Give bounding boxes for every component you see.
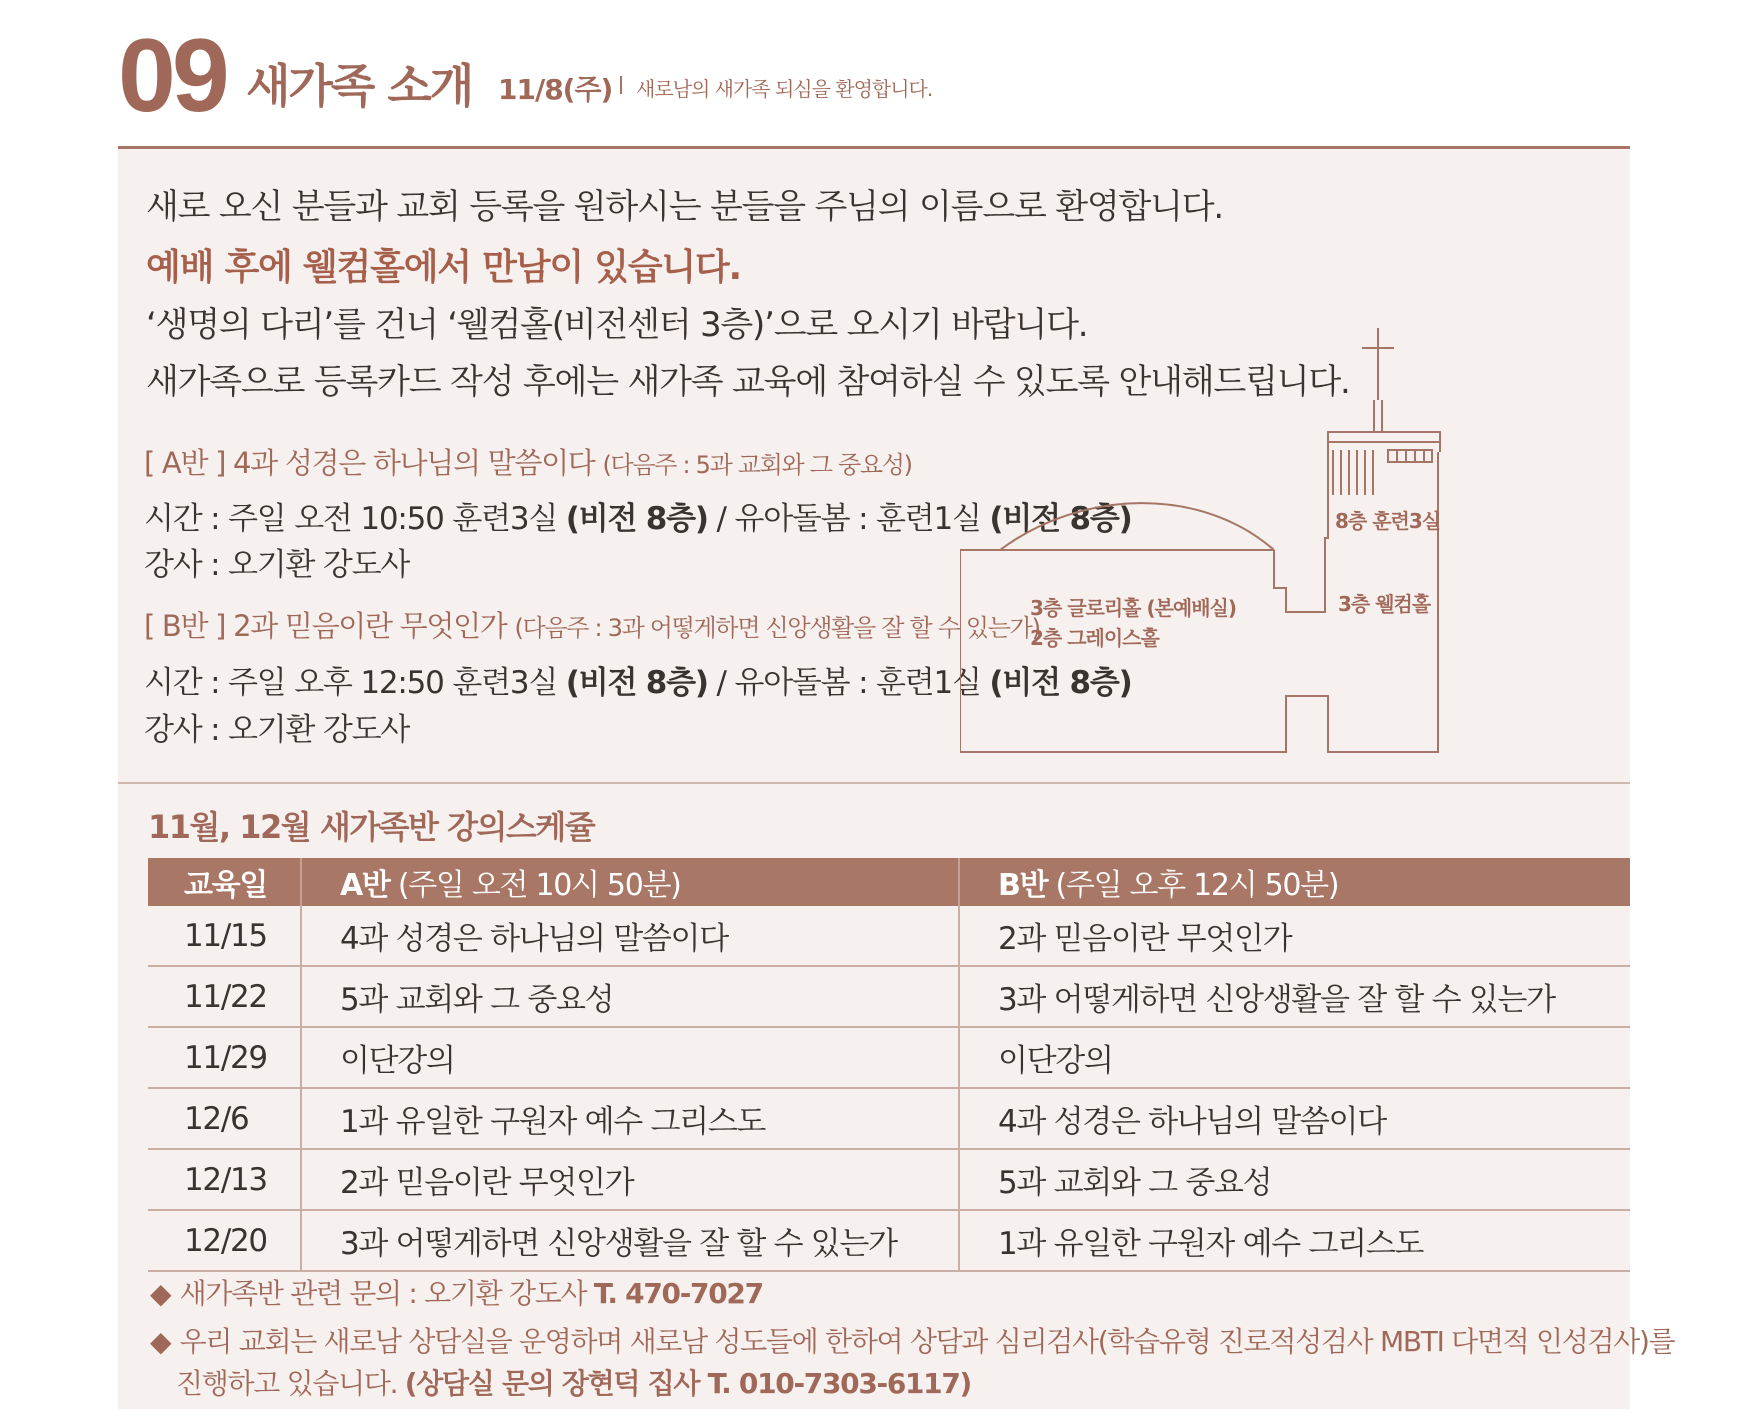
table-row [148, 1088, 1630, 1149]
schedule-title: 11월, 12월 새가족반 강의스케쥴 [148, 808, 595, 846]
header-class-b-time: (주일 오후 12시 50분) [1047, 868, 1339, 903]
contact-note-text: 새가족반 관련 문의 : 오기환 강도사 [179, 1277, 587, 1310]
contact-phone: T. 470-7027 [593, 1277, 763, 1310]
class-a-time-place: (비전 8층) [565, 501, 708, 537]
row-class-b: 4과 성경은 하나님의 말씀이다 [959, 1088, 1630, 1149]
class-b-lesson: [ B반 ] 2과 믿음이란 무엇인가 [144, 609, 507, 643]
header-class-a [301, 858, 959, 906]
class-b-next: (다음주 : 3과 어떻게하면 신앙생활을 잘 할 수 있는가) [514, 614, 1040, 642]
header-class-a-name: A반 [340, 868, 390, 903]
class-a-lesson: [ A반 ] 4과 성경은 하나님의 말씀이다 [144, 446, 595, 480]
church-building-icon [960, 320, 1490, 760]
intro-meeting: 예배 후에 웰컴홀에서 만남이 있습니다. [146, 247, 742, 288]
section-header [118, 18, 1638, 134]
label-2f-grace: 2층 그레이스홀 [1030, 626, 1159, 650]
row-class-b: 5과 교회와 그 중요성 [959, 1149, 1630, 1210]
class-a-care-text: / 유아돌봄 : 훈련1실 [716, 501, 981, 537]
class-a-next: (다음주 : 5과 교회와 그 중요성) [602, 451, 912, 479]
intro-welcome: 새로 오신 분들과 교회 등록을 원하시는 분들을 주님의 이름으로 환영합니다. [146, 187, 1224, 227]
row-class-a: 4과 성경은 하나님의 말씀이다 [301, 906, 959, 966]
row-date: 11/22 [148, 966, 301, 1027]
row-date: 11/29 [148, 1027, 301, 1088]
table-row [148, 1149, 1630, 1210]
row-class-b: 3과 어떻게하면 신앙생활을 잘 할 수 있는가 [959, 966, 1630, 1027]
header-date: 교육일 [148, 858, 301, 906]
intro-registration: 새가족으로 등록카드 작성 후에는 새가족 교육에 참여하실 수 있도록 안내해드립니다. [146, 362, 1350, 402]
class-a-title [144, 441, 912, 482]
class-b-title [144, 604, 1040, 645]
row-date: 11/15 [148, 906, 301, 966]
section-date: 11/8(주) [498, 73, 613, 106]
class-a-teacher: 강사 : 오기환 강도사 [144, 547, 410, 583]
label-8f-training: 8층 훈련3실 [1335, 509, 1441, 533]
section-number: 09 [118, 18, 226, 134]
section-title: 새가족 소개 [246, 59, 473, 113]
row-class-a: 2과 믿음이란 무엇인가 [301, 1149, 959, 1210]
class-b-care-text: / 유아돌봄 : 훈련1실 [716, 665, 981, 701]
diamond-bullet-icon: ◆ [150, 1277, 171, 1310]
header-class-b-name: B반 [998, 868, 1048, 903]
diamond-bullet-icon: ◆ [150, 1325, 171, 1358]
row-date: 12/6 [148, 1088, 301, 1149]
row-class-b: 이단강의 [959, 1027, 1630, 1088]
row-class-a: 이단강의 [301, 1027, 959, 1088]
schedule-header-row [148, 858, 1630, 906]
table-row [148, 906, 1630, 966]
header-class-b [959, 858, 1630, 906]
section-divider [118, 782, 1630, 784]
table-row [148, 966, 1630, 1027]
class-b-time-text: 시간 : 주일 오후 12:50 훈련3실 [144, 665, 558, 701]
section-subtitle: 새로남의 새가족 되심을 환영합니다. [636, 77, 933, 101]
row-class-a: 3과 어떻게하면 신앙생활을 잘 할 수 있는가 [301, 1210, 959, 1271]
table-row [148, 1210, 1630, 1271]
label-3f-glory: 3층 글로리홀 (본예배실) [1030, 596, 1237, 620]
class-b-time-place: (비전 8층) [565, 665, 708, 701]
row-class-a: 1과 유일한 구원자 예수 그리스도 [301, 1088, 959, 1149]
label-3f-welcome: 3층 웰컴홀 [1338, 592, 1431, 616]
header-class-a-time: (주일 오전 10시 50분) [389, 868, 681, 903]
row-class-a: 5과 교회와 그 중요성 [301, 966, 959, 1027]
counseling-contact: (상담실 문의 장현덕 집사 T. 010-7303-6117) [404, 1367, 972, 1400]
counseling-note [150, 1320, 1674, 1360]
class-a-time-text: 시간 : 주일 오전 10:50 훈련3실 [144, 501, 558, 537]
row-date: 12/20 [148, 1210, 301, 1271]
counseling-note-text: 우리 교회는 새로남 상담실을 운영하며 새로남 성도들에 한하여 상담과 심리검사(학습유형 진로적성검사 MBTI 다면적 인성검사)를 [179, 1325, 1675, 1358]
row-date: 12/13 [148, 1149, 301, 1210]
counseling-note-cont [176, 1362, 971, 1402]
intro-directions: ‘생명의 다리’를 건너 ‘웰컴홀(비전센터 3층)’으로 오시기 바랍니다. [146, 305, 1088, 345]
counseling-note-cont-text: 진행하고 있습니다. [176, 1367, 398, 1400]
schedule-table [148, 858, 1630, 1272]
class-b-teacher: 강사 : 오기환 강도사 [144, 712, 410, 748]
building-diagram [960, 320, 1490, 760]
header-separator [620, 76, 622, 94]
class-b-care-place: (비전 8층) [989, 665, 1132, 701]
class-a-care-place: (비전 8층) [989, 501, 1132, 537]
contact-note [150, 1272, 763, 1312]
row-class-b: 1과 유일한 구원자 예수 그리스도 [959, 1210, 1630, 1271]
row-class-b: 2과 믿음이란 무엇인가 [959, 906, 1630, 966]
table-row [148, 1027, 1630, 1088]
